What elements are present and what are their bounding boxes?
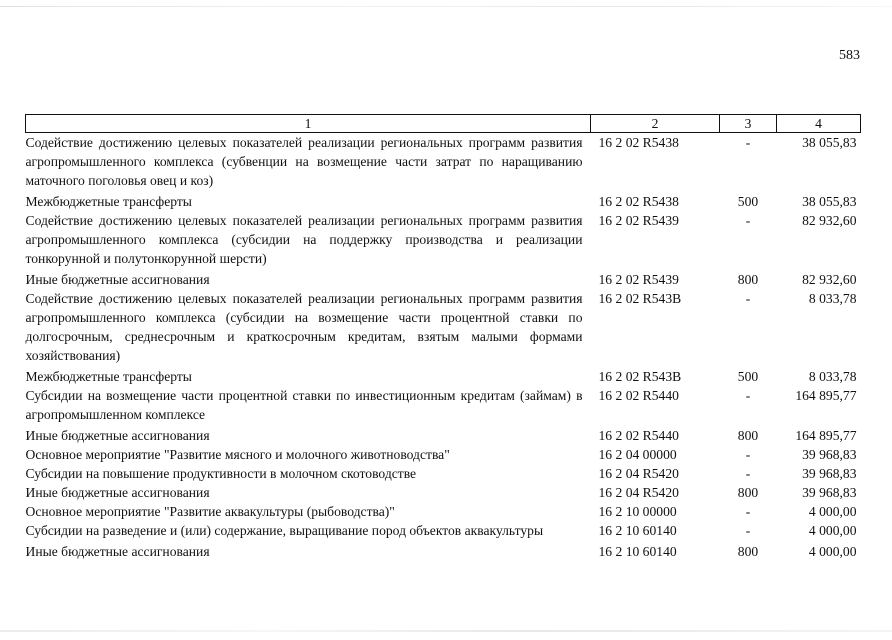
row-name: Содействие достижению целевых показателей реализации региональных программ развития агропромышленного комплекса (субсидии на возмещение части процентной ставки по долгосрочным, среднесрочным и краткосрочным кредитам, взятым малыми формами хозяйствования) [25,291,583,363]
row-amount: 82 932,60 [802,272,857,287]
row-code: 16 2 02 R5439 [598,272,679,287]
row-expense-type: 800 [737,485,759,500]
row-code: 16 2 02 R5439 [598,213,679,228]
row-expense-type: - [745,213,751,228]
row-name: Основное мероприятие "Развитие аквакультуры (рыбоводства)" [25,504,395,519]
row-code: 16 2 02 R5440 [598,388,679,403]
row-name: Межбюджетные трансферты [25,194,192,209]
table-row [26,192,861,211]
header-row [26,115,861,133]
row-amount: 82 932,60 [802,213,857,228]
row-expense-type: - [745,466,751,481]
row-name: Иные бюджетные ассигнования [25,544,210,559]
column-header-amount: 4 [777,115,861,133]
row-expense-type: - [745,447,751,462]
row-amount: 164 895,77 [795,428,857,443]
row-name: Иные бюджетные ассигнования [25,485,210,500]
scan-edge-top [0,6,892,7]
row-amount: 164 895,77 [795,388,857,403]
row-amount: 38 055,83 [802,194,857,209]
row-name: Содействие достижению целевых показателей реализации региональных программ развития агропромышленного комплекса (субсидии на поддержку производства и реализации тонкорунной и полутонкорунной шерсти) [25,213,583,266]
row-amount: 39 968,83 [802,466,857,481]
row-expense-type: - [745,523,751,538]
row-expense-type: 500 [737,194,759,209]
row-name: Основное мероприятие "Развитие мясного и молочного животноводства" [25,447,450,462]
table-row [26,542,861,561]
column-header-expense-type: 3 [720,115,777,133]
row-amount: 39 968,83 [802,485,857,500]
table-row [26,211,861,270]
row-name: Содействие достижению целевых показателей реализации региональных программ развития агропромышленного комплекса (субвенции на возмещение части затрат по наращиванию маточного поголовья овец и коз) [25,135,583,188]
row-amount: 8 033,78 [808,369,857,384]
table-row [26,464,861,483]
row-expense-type: - [745,135,751,150]
table-row [26,270,861,289]
table-row [26,367,861,386]
row-code: 16 2 02 R543B [598,291,682,306]
row-amount: 39 968,83 [802,447,857,462]
column-header-code: 2 [591,115,720,133]
table-row [26,133,861,193]
page-number: 583 [839,48,860,63]
row-code: 16 2 04 R5420 [598,466,679,481]
row-code: 16 2 10 60140 [598,544,677,559]
row-expense-type: 800 [737,544,759,559]
row-expense-type: - [745,504,751,519]
table-row [26,521,861,542]
table-header [26,115,861,133]
row-name: Субсидии на повышение продуктивности в молочном скотоводстве [25,466,417,481]
row-code: 16 2 02 R5438 [598,194,679,209]
table-row [26,483,861,502]
row-amount: 4 000,00 [808,504,857,519]
table-row [26,502,861,521]
row-expense-type: 800 [737,272,759,287]
table-row [26,426,861,445]
row-code: 16 2 10 00000 [598,504,677,519]
row-amount: 4 000,00 [808,544,857,559]
scan-edge-bottom [0,630,892,632]
row-name: Субсидии на разведение и (или) содержание, выращивание пород объектов аквакультуры [25,523,544,538]
row-expense-type: 800 [737,428,759,443]
row-amount: 4 000,00 [808,523,857,538]
row-name: Межбюджетные трансферты [25,369,192,384]
row-code: 16 2 02 R5440 [598,428,679,443]
table-row [26,445,861,464]
row-code: 16 2 02 R5438 [598,135,679,150]
table-row [26,386,861,426]
row-amount: 8 033,78 [808,291,857,306]
column-header-name: 1 [26,115,591,133]
row-name: Субсидии на возмещение части процентной ставки по инвестиционным кредитам (займам) в агропромышленном комплексе [25,388,583,422]
row-amount: 38 055,83 [802,135,857,150]
row-code: 16 2 04 R5420 [598,485,679,500]
row-expense-type: 500 [737,369,759,384]
row-code: 16 2 04 00000 [598,447,677,462]
row-name: Иные бюджетные ассигнования [25,428,210,443]
row-name: Иные бюджетные ассигнования [25,272,210,287]
table-row [26,289,861,367]
row-code: 16 2 02 R543B [598,369,682,384]
row-expense-type: - [745,291,751,306]
row-expense-type: - [745,388,751,403]
table-body [26,133,861,562]
budget-table [25,114,861,561]
row-code: 16 2 10 60140 [598,523,677,538]
